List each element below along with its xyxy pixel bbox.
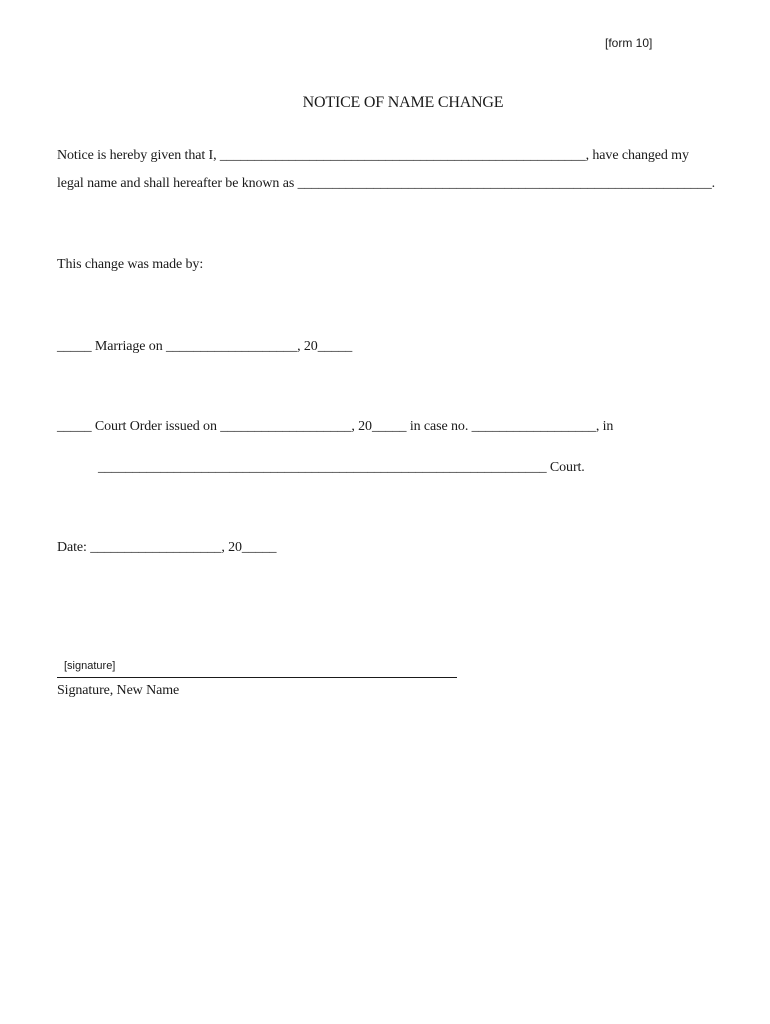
notice-line-2: legal name and shall hereafter be known as ____________________________________________________________. — [57, 176, 715, 191]
document-title: NOTICE OF NAME CHANGE — [302, 94, 504, 111]
signature-placeholder: [signature] — [64, 660, 116, 672]
form-number-label: [form 10] — [605, 36, 653, 50]
date-line: Date: ___________________, 20_____ — [57, 540, 277, 555]
court-order-option: _____ Court Order issued on ___________________, 20_____ in case no. __________________, in — [57, 419, 614, 434]
signature-line — [57, 677, 457, 678]
marriage-option: _____ Marriage on ___________________, 20_____ — [57, 339, 353, 354]
notice-line-1: Notice is hereby given that I, _____________________________________________________, have changed my — [57, 148, 689, 163]
court-name-line: _________________________________________________________________ Court. — [98, 460, 585, 475]
signature-caption: Signature, New Name — [57, 683, 180, 698]
change-made-by-label: This change was made by: — [57, 257, 204, 272]
